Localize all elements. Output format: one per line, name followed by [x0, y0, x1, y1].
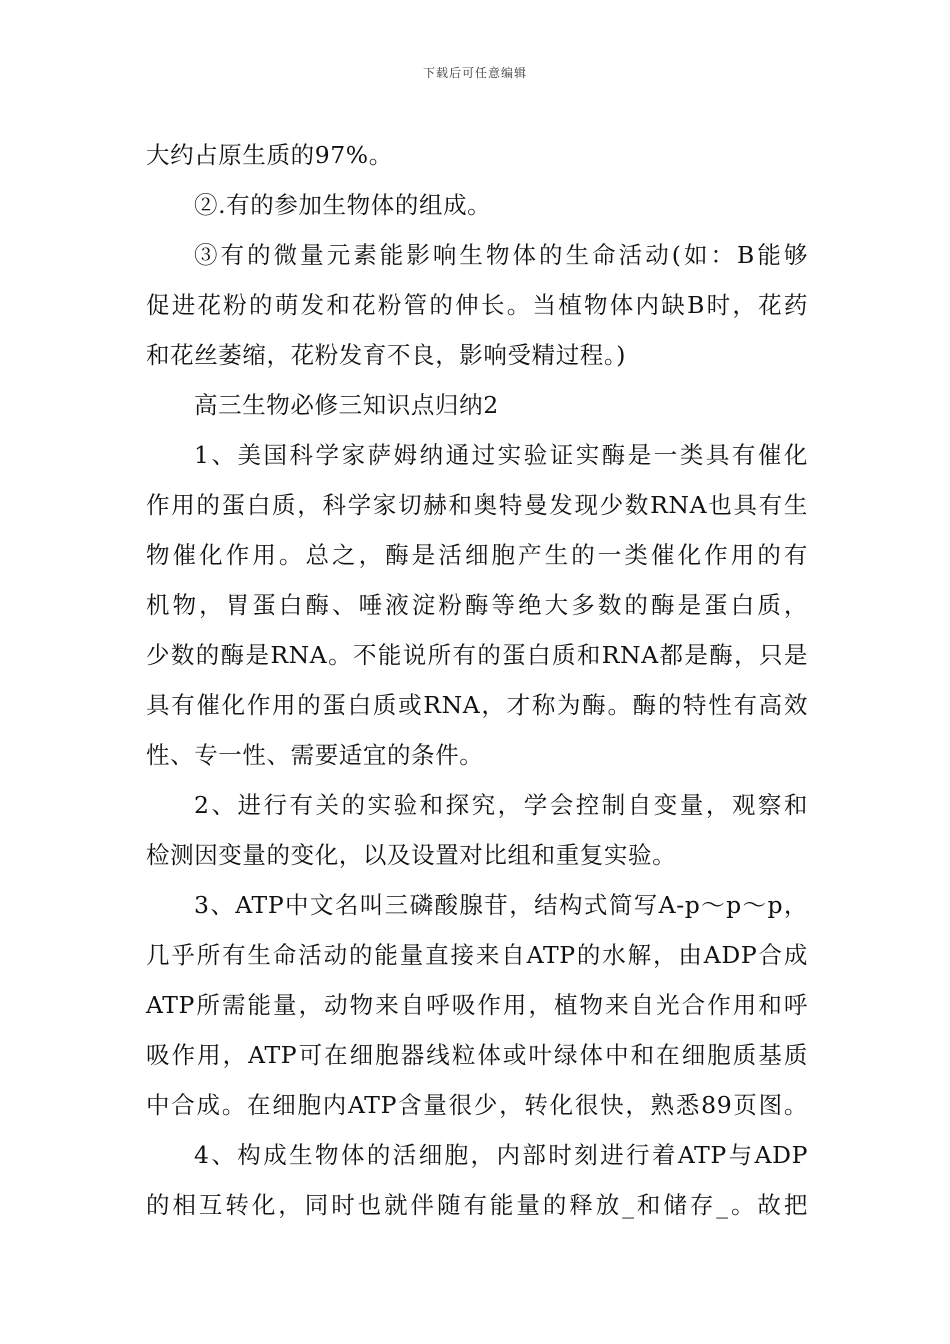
page-header: 下载后可任意编辑 — [422, 66, 527, 80]
text-line: 检测因变量的变化，以及设置对比组和重复实验。 — [146, 841, 677, 869]
text-line: 和花丝萎缩，花粉发育不良，影响受精过程。) — [146, 341, 627, 369]
text-line: 1、美国科学家萨姆纳通过实验证实酶是一类具有催化 — [194, 441, 808, 469]
text-line: 具有催化作用的蛋白质或RNA，才称为酶。酶的特性有高效 — [146, 691, 808, 719]
text-line: 中合成。在细胞内ATP含量很少，转化很快，熟悉89页图。 — [146, 1091, 808, 1119]
text-line: 物催化作用。总之，酶是活细胞产生的一类催化作用的有 — [146, 541, 808, 569]
text-line: 大约占原生质的97%。 — [146, 141, 393, 169]
text-line: 少数的酶是RNA。不能说所有的蛋白质和RNA都是酶，只是 — [146, 641, 808, 669]
text-line: 2、进行有关的实验和探究，学会控制自变量，观察和 — [194, 791, 808, 819]
text-line: 性、专一性、需要适宜的条件。 — [146, 741, 484, 769]
text-line: 吸作用，ATP可在细胞器线粒体或叶绿体中和在细胞质基质 — [146, 1041, 808, 1069]
text-line: 促进花粉的萌发和花粉管的伸长。当植物体内缺B时，花药 — [146, 291, 808, 319]
text-line: 的相互转化，同时也就伴随有能量的释放_和储存_。故把 — [146, 1191, 808, 1219]
text-line: ②.有的参加生物体的组成。 — [194, 191, 492, 219]
text-line: ③有的微量元素能影响生物体的生命活动(如：B能够 — [194, 241, 808, 269]
text-line: ATP所需能量，动物来自呼吸作用，植物来自光合作用和呼 — [146, 991, 808, 1019]
text-line: 4、构成生物体的活细胞，内部时刻进行着ATP与ADP — [194, 1141, 808, 1169]
text-line: 几乎所有生命活动的能量直接来自ATP的水解，由ADP合成 — [146, 941, 808, 969]
section-heading: 高三生物必修三知识点归纳2 — [194, 391, 499, 419]
body-text — [146, 130, 808, 1230]
text-line: 3、ATP中文名叫三磷酸腺苷，结构式简写A-p～p～p， — [194, 891, 808, 919]
text-line: 作用的蛋白质，科学家切赫和奥特曼发现少数RNA也具有生 — [146, 491, 808, 519]
text-line: 机物，胃蛋白酶、唾液淀粉酶等绝大多数的酶是蛋白质， — [146, 591, 808, 619]
